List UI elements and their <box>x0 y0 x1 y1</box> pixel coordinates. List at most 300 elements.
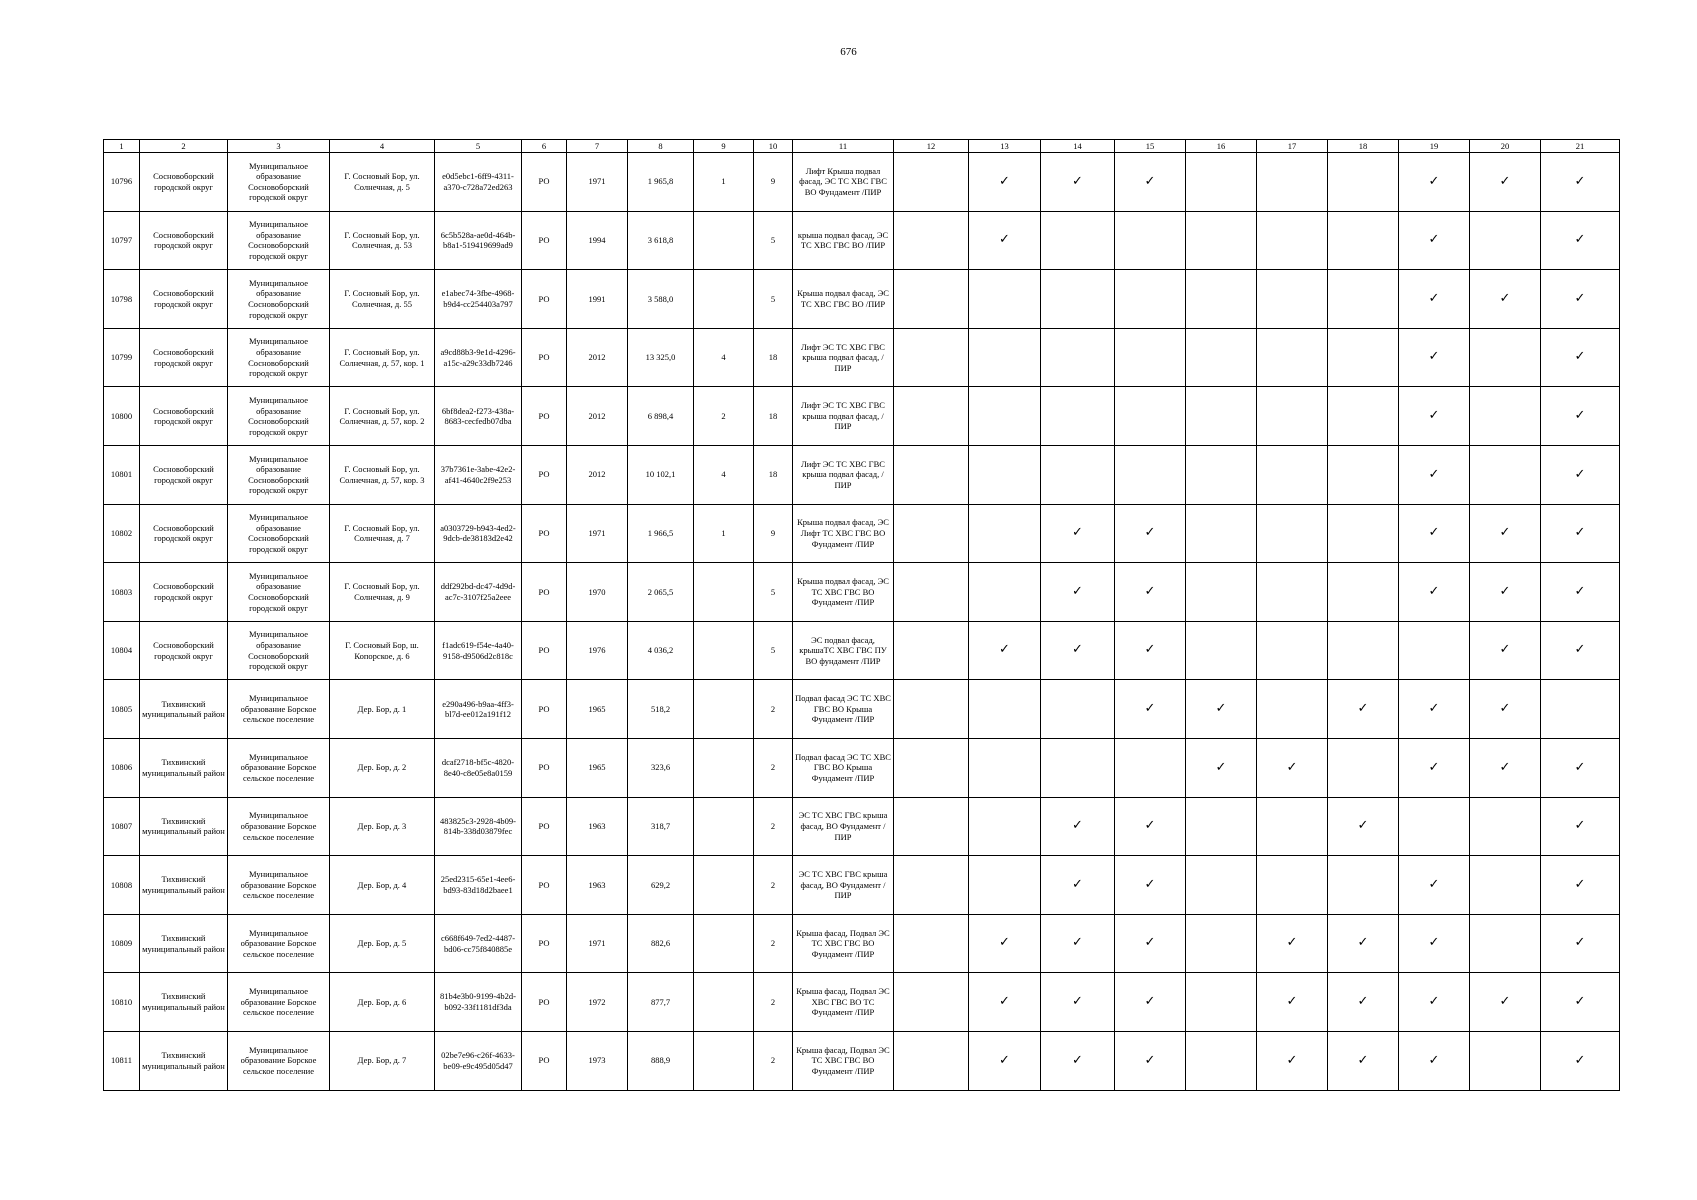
column-9-cell <box>694 270 754 329</box>
table-row <box>104 973 1620 1032</box>
row-number-cell: 10805 <box>104 680 140 739</box>
check-cell-col-21 <box>1541 328 1620 387</box>
check-cell-col-17 <box>1257 563 1328 622</box>
area-cell: 888,9 <box>628 1031 694 1090</box>
checkmark-icon: ✓ <box>1574 349 1586 365</box>
check-cell-col-14 <box>1041 387 1115 446</box>
check-cell-col-15 <box>1115 914 1186 973</box>
check-cell-col-13 <box>969 445 1041 504</box>
check-cell-col-17 <box>1257 621 1328 680</box>
district-cell: Тихвинский муниципальный район <box>140 856 228 915</box>
district-cell: Сосновоборский городской округ <box>140 328 228 387</box>
check-cell-col-13 <box>969 621 1041 680</box>
check-cell-col-16 <box>1186 328 1257 387</box>
district-cell: Тихвинский муниципальный район <box>140 797 228 856</box>
column-number-18: 18 <box>1328 140 1399 153</box>
year-cell: 1963 <box>567 797 628 856</box>
area-cell: 882,6 <box>628 914 694 973</box>
check-cell-col-14 <box>1041 270 1115 329</box>
checkmark-icon: ✓ <box>1428 466 1440 482</box>
column-10-cell: 18 <box>754 328 793 387</box>
type-cell: РО <box>522 914 567 973</box>
column-12-cell <box>894 680 969 739</box>
column-12-cell <box>894 504 969 563</box>
check-cell-col-14 <box>1041 211 1115 270</box>
check-cell-col-21 <box>1541 445 1620 504</box>
check-cell-col-17 <box>1257 680 1328 739</box>
column-10-cell: 9 <box>754 153 793 212</box>
area-cell: 318,7 <box>628 797 694 856</box>
checkmark-icon: ✓ <box>999 642 1010 658</box>
check-cell-col-20 <box>1470 445 1541 504</box>
check-cell-col-17 <box>1257 914 1328 973</box>
area-cell: 3 588,0 <box>628 270 694 329</box>
check-cell-col-21 <box>1541 387 1620 446</box>
check-cell-col-17 <box>1257 856 1328 915</box>
check-cell-col-14 <box>1041 856 1115 915</box>
guid-cell: c668f649-7ed2-4487-bd06-cc75f840885e <box>435 914 522 973</box>
check-cell-col-15 <box>1115 738 1186 797</box>
checkmark-icon: ✓ <box>1499 290 1511 306</box>
table-row <box>104 797 1620 856</box>
column-number-21: 21 <box>1541 140 1620 153</box>
check-cell-col-14 <box>1041 738 1115 797</box>
check-cell-col-15 <box>1115 445 1186 504</box>
works-list-cell: Лифт ЭС ТС ХВС ГВС крыша подвал фасад, /ПИР <box>793 387 894 446</box>
column-number-10: 10 <box>754 140 793 153</box>
column-number-11: 11 <box>793 140 894 153</box>
check-cell-col-15 <box>1115 328 1186 387</box>
checkmark-icon: ✓ <box>1574 173 1586 189</box>
checkmark-icon: ✓ <box>1286 935 1298 951</box>
check-cell-col-13 <box>969 328 1041 387</box>
works-list-cell: Крыша подвал фасад, ЭС Лифт ТС ХВС ГВС ВО Фундамент /ПИР <box>793 504 894 563</box>
address-cell: Г. Сосновый Бор, ул. Солнечная, д. 57, кор. 3 <box>330 445 435 504</box>
guid-cell: 6bf8dea2-f273-438a-8683-cecfedb07dba <box>435 387 522 446</box>
row-number-cell: 10796 <box>104 153 140 212</box>
check-cell-col-15 <box>1115 621 1186 680</box>
municipality-cell: Муниципальное образование Сосновоборский городской округ <box>228 270 330 329</box>
check-cell-col-19 <box>1399 973 1470 1032</box>
checkmark-icon: ✓ <box>1144 525 1156 541</box>
table-row <box>104 504 1620 563</box>
guid-cell: dcaf2718-bf5c-4820-8e40-c8e05e8a0159 <box>435 738 522 797</box>
column-10-cell: 9 <box>754 504 793 563</box>
checkmark-icon: ✓ <box>1428 349 1440 365</box>
check-cell-col-19 <box>1399 621 1470 680</box>
municipality-cell: Муниципальное образование Борское сельское поселение <box>228 797 330 856</box>
column-9-cell <box>694 856 754 915</box>
checkmark-icon: ✓ <box>1574 290 1586 306</box>
address-cell: Г. Сосновый Бор, ул. Солнечная, д. 5 <box>330 153 435 212</box>
check-cell-col-21 <box>1541 797 1620 856</box>
column-9-cell: 1 <box>694 153 754 212</box>
check-cell-col-18 <box>1328 1031 1399 1090</box>
column-9-cell: 4 <box>694 328 754 387</box>
table-row <box>104 738 1620 797</box>
checkmark-icon: ✓ <box>1574 466 1586 482</box>
municipality-cell: Муниципальное образование Сосновоборский городской округ <box>228 153 330 212</box>
checkmark-icon: ✓ <box>1144 701 1156 717</box>
checkmark-icon: ✓ <box>999 993 1010 1009</box>
table-row <box>104 387 1620 446</box>
checkmark-icon: ✓ <box>1428 173 1440 189</box>
checkmark-icon: ✓ <box>1072 173 1083 189</box>
checkmark-icon: ✓ <box>1428 290 1440 306</box>
year-cell: 1971 <box>567 153 628 212</box>
column-10-cell: 5 <box>754 563 793 622</box>
column-10-cell: 5 <box>754 211 793 270</box>
type-cell: РО <box>522 504 567 563</box>
checkmark-icon: ✓ <box>1574 759 1586 775</box>
column-12-cell <box>894 153 969 212</box>
column-number-8: 8 <box>628 140 694 153</box>
guid-cell: 25ed2315-65e1-4ee6-bd93-83d18d2baee1 <box>435 856 522 915</box>
row-number-cell: 10808 <box>104 856 140 915</box>
municipality-cell: Муниципальное образование Сосновоборский городской округ <box>228 211 330 270</box>
check-cell-col-18 <box>1328 856 1399 915</box>
works-list-cell: Подвал фасад ЭС ТС ХВС ГВС ВО Крыша Фундамент /ПИР <box>793 680 894 739</box>
check-cell-col-17 <box>1257 504 1328 563</box>
check-cell-col-21 <box>1541 563 1620 622</box>
check-cell-col-13 <box>969 504 1041 563</box>
column-9-cell <box>694 621 754 680</box>
type-cell: РО <box>522 856 567 915</box>
area-cell: 4 036,2 <box>628 621 694 680</box>
checkmark-icon: ✓ <box>1574 876 1586 892</box>
checkmark-icon: ✓ <box>999 935 1010 951</box>
check-cell-col-16 <box>1186 856 1257 915</box>
column-number-20: 20 <box>1470 140 1541 153</box>
district-cell: Сосновоборский городской округ <box>140 563 228 622</box>
column-10-cell: 2 <box>754 914 793 973</box>
check-cell-col-15 <box>1115 153 1186 212</box>
column-12-cell <box>894 797 969 856</box>
checkmark-icon: ✓ <box>1286 1052 1298 1068</box>
checkmark-icon: ✓ <box>999 232 1010 248</box>
type-cell: РО <box>522 797 567 856</box>
column-9-cell: 2 <box>694 387 754 446</box>
check-cell-col-13 <box>969 211 1041 270</box>
checkmark-icon: ✓ <box>1499 993 1511 1009</box>
column-12-cell <box>894 328 969 387</box>
check-cell-col-19 <box>1399 797 1470 856</box>
checkmark-icon: ✓ <box>1357 993 1369 1009</box>
district-cell: Тихвинский муниципальный район <box>140 973 228 1032</box>
works-list-cell: Крыша подвал фасад, ЭС ТС ХВС ГВС ВО /ПИР <box>793 270 894 329</box>
checkmark-icon: ✓ <box>1144 1052 1156 1068</box>
check-cell-col-17 <box>1257 1031 1328 1090</box>
checkmark-icon: ✓ <box>1574 818 1586 834</box>
checkmark-icon: ✓ <box>1499 173 1511 189</box>
column-12-cell <box>894 621 969 680</box>
checkmark-icon: ✓ <box>1428 408 1440 424</box>
column-9-cell <box>694 211 754 270</box>
checkmark-icon: ✓ <box>1428 759 1440 775</box>
check-cell-col-18 <box>1328 914 1399 973</box>
row-number-cell: 10800 <box>104 387 140 446</box>
address-cell: Дер. Бор, д. 1 <box>330 680 435 739</box>
check-cell-col-21 <box>1541 914 1620 973</box>
check-cell-col-14 <box>1041 797 1115 856</box>
table-row <box>104 211 1620 270</box>
column-12-cell <box>894 563 969 622</box>
column-9-cell <box>694 797 754 856</box>
checkmark-icon: ✓ <box>1144 993 1156 1009</box>
checkmark-icon: ✓ <box>1357 1052 1369 1068</box>
check-cell-col-15 <box>1115 504 1186 563</box>
check-cell-col-14 <box>1041 914 1115 973</box>
guid-cell: e0d5ebc1-6ff9-4311-a370-c728a72ed263 <box>435 153 522 212</box>
column-10-cell: 18 <box>754 387 793 446</box>
column-number-4: 4 <box>330 140 435 153</box>
column-12-cell <box>894 445 969 504</box>
checkmark-icon: ✓ <box>1072 1052 1083 1068</box>
check-cell-col-15 <box>1115 973 1186 1032</box>
table-row <box>104 328 1620 387</box>
type-cell: РО <box>522 211 567 270</box>
check-cell-col-15 <box>1115 270 1186 329</box>
address-cell: Г. Сосновый Бор, ш. Копорское, д. 6 <box>330 621 435 680</box>
check-cell-col-16 <box>1186 621 1257 680</box>
year-cell: 1972 <box>567 973 628 1032</box>
check-cell-col-20 <box>1470 914 1541 973</box>
type-cell: РО <box>522 153 567 212</box>
check-cell-col-20 <box>1470 680 1541 739</box>
check-cell-col-20 <box>1470 211 1541 270</box>
district-cell: Тихвинский муниципальный район <box>140 680 228 739</box>
check-cell-col-18 <box>1328 153 1399 212</box>
column-number-6: 6 <box>522 140 567 153</box>
column-number-1: 1 <box>104 140 140 153</box>
checkmark-icon: ✓ <box>1144 173 1156 189</box>
row-number-cell: 10801 <box>104 445 140 504</box>
check-cell-col-16 <box>1186 738 1257 797</box>
district-cell: Сосновоборский городской округ <box>140 387 228 446</box>
column-9-cell <box>694 563 754 622</box>
year-cell: 1976 <box>567 621 628 680</box>
check-cell-col-20 <box>1470 797 1541 856</box>
table-row <box>104 445 1620 504</box>
table-body <box>104 153 1620 1091</box>
municipality-cell: Муниципальное образование Борское сельское поселение <box>228 914 330 973</box>
district-cell: Сосновоборский городской округ <box>140 211 228 270</box>
row-number-cell: 10804 <box>104 621 140 680</box>
column-9-cell <box>694 914 754 973</box>
guid-cell: 483825c3-2928-4b09-814b-338d03879fec <box>435 797 522 856</box>
check-cell-col-16 <box>1186 563 1257 622</box>
works-list-cell: ЭС ТС ХВС ГВС крыша фасад, ВО Фундамент /ПИР <box>793 856 894 915</box>
checkmark-icon: ✓ <box>1072 935 1083 951</box>
works-list-cell: Крыша фасад, Подвал ЭС ХВС ГВС ВО ТС Фундамент /ПИР <box>793 973 894 1032</box>
check-cell-col-14 <box>1041 445 1115 504</box>
area-cell: 1 966,5 <box>628 504 694 563</box>
municipality-cell: Муниципальное образование Борское сельское поселение <box>228 856 330 915</box>
check-cell-col-21 <box>1541 973 1620 1032</box>
check-cell-col-16 <box>1186 153 1257 212</box>
check-cell-col-20 <box>1470 738 1541 797</box>
year-cell: 1965 <box>567 738 628 797</box>
check-cell-col-15 <box>1115 856 1186 915</box>
check-cell-col-18 <box>1328 738 1399 797</box>
checkmark-icon: ✓ <box>1144 642 1156 658</box>
checkmark-icon: ✓ <box>1072 642 1083 658</box>
guid-cell: e290a496-b9aa-4ff3-bl7d-ee012a191f12 <box>435 680 522 739</box>
column-number-16: 16 <box>1186 140 1257 153</box>
check-cell-col-13 <box>969 856 1041 915</box>
check-cell-col-17 <box>1257 797 1328 856</box>
type-cell: РО <box>522 387 567 446</box>
column-number-15: 15 <box>1115 140 1186 153</box>
year-cell: 1971 <box>567 504 628 563</box>
checkmark-icon: ✓ <box>1428 1052 1440 1068</box>
check-cell-col-13 <box>969 738 1041 797</box>
row-number-cell: 10799 <box>104 328 140 387</box>
checkmark-icon: ✓ <box>1428 232 1440 248</box>
checkmark-icon: ✓ <box>1144 583 1156 599</box>
check-cell-col-15 <box>1115 211 1186 270</box>
address-cell: Г. Сосновый Бор, ул. Солнечная, д. 57, кор. 1 <box>330 328 435 387</box>
check-cell-col-14 <box>1041 328 1115 387</box>
municipality-cell: Муниципальное образование Сосновоборский городской округ <box>228 328 330 387</box>
checkmark-icon: ✓ <box>1428 876 1440 892</box>
works-list-cell: Лифт ЭС ТС ХВС ГВС крыша подвал фасад, /ПИР <box>793 445 894 504</box>
check-cell-col-17 <box>1257 328 1328 387</box>
column-number-3: 3 <box>228 140 330 153</box>
column-10-cell: 2 <box>754 1031 793 1090</box>
check-cell-col-21 <box>1541 680 1620 739</box>
column-10-cell: 5 <box>754 621 793 680</box>
check-cell-col-14 <box>1041 680 1115 739</box>
column-9-cell <box>694 680 754 739</box>
checkmark-icon: ✓ <box>1357 701 1369 717</box>
year-cell: 1963 <box>567 856 628 915</box>
checkmark-icon: ✓ <box>1072 583 1083 599</box>
register-table <box>103 139 1620 1091</box>
check-cell-col-18 <box>1328 680 1399 739</box>
check-cell-col-19 <box>1399 1031 1470 1090</box>
check-cell-col-20 <box>1470 504 1541 563</box>
checkmark-icon: ✓ <box>1499 525 1511 541</box>
check-cell-col-16 <box>1186 1031 1257 1090</box>
row-number-cell: 10811 <box>104 1031 140 1090</box>
table-row <box>104 153 1620 212</box>
works-list-cell: ЭС ТС ХВС ГВС крыша фасад, ВО Фундамент /ПИР <box>793 797 894 856</box>
type-cell: РО <box>522 621 567 680</box>
check-cell-col-19 <box>1399 563 1470 622</box>
address-cell: Дер. Бор, д. 6 <box>330 973 435 1032</box>
works-list-cell: Крыша фасад, Подвал ЭС ТС ХВС ГВС ВО Фундамент /ПИР <box>793 1031 894 1090</box>
column-number-5: 5 <box>435 140 522 153</box>
check-cell-col-18 <box>1328 973 1399 1032</box>
check-cell-col-17 <box>1257 211 1328 270</box>
column-number-2: 2 <box>140 140 228 153</box>
checkmark-icon: ✓ <box>1574 408 1586 424</box>
check-cell-col-17 <box>1257 153 1328 212</box>
check-cell-col-21 <box>1541 738 1620 797</box>
check-cell-col-14 <box>1041 621 1115 680</box>
check-cell-col-16 <box>1186 211 1257 270</box>
column-10-cell: 2 <box>754 973 793 1032</box>
column-12-cell <box>894 1031 969 1090</box>
area-cell: 518,2 <box>628 680 694 739</box>
type-cell: РО <box>522 1031 567 1090</box>
check-cell-col-21 <box>1541 270 1620 329</box>
row-number-cell: 10807 <box>104 797 140 856</box>
area-cell: 3 618,8 <box>628 211 694 270</box>
column-number-17: 17 <box>1257 140 1328 153</box>
check-cell-col-15 <box>1115 1031 1186 1090</box>
type-cell: РО <box>522 563 567 622</box>
area-cell: 323,6 <box>628 738 694 797</box>
municipality-cell: Муниципальное образование Сосновоборский городской округ <box>228 445 330 504</box>
check-cell-col-20 <box>1470 856 1541 915</box>
page-number: 676 <box>840 46 857 58</box>
district-cell: Сосновоборский городской округ <box>140 621 228 680</box>
area-cell: 877,7 <box>628 973 694 1032</box>
check-cell-col-16 <box>1186 270 1257 329</box>
check-cell-col-19 <box>1399 387 1470 446</box>
checkmark-icon: ✓ <box>1574 642 1586 658</box>
checkmark-icon: ✓ <box>1574 583 1586 599</box>
municipality-cell: Муниципальное образование Сосновоборский городской округ <box>228 387 330 446</box>
column-12-cell <box>894 270 969 329</box>
check-cell-col-13 <box>969 270 1041 329</box>
guid-cell: 02be7e96-c26f-4633-be09-e9c495d05d47 <box>435 1031 522 1090</box>
check-cell-col-17 <box>1257 973 1328 1032</box>
guid-cell: 6c5b528a-ae0d-464b-b8a1-519419699ad9 <box>435 211 522 270</box>
check-cell-col-13 <box>969 563 1041 622</box>
district-cell: Сосновоборский городской округ <box>140 153 228 212</box>
check-cell-col-13 <box>969 797 1041 856</box>
checkmark-icon: ✓ <box>999 173 1010 189</box>
check-cell-col-15 <box>1115 797 1186 856</box>
check-cell-col-19 <box>1399 856 1470 915</box>
checkmark-icon: ✓ <box>1357 818 1369 834</box>
checkmark-icon: ✓ <box>1499 583 1511 599</box>
column-12-cell <box>894 738 969 797</box>
check-cell-col-21 <box>1541 211 1620 270</box>
check-cell-col-15 <box>1115 680 1186 739</box>
check-cell-col-20 <box>1470 153 1541 212</box>
works-list-cell: Крыша фасад, Подвал ЭС ТС ХВС ГВС ВО Фундамент /ПИР <box>793 914 894 973</box>
column-9-cell <box>694 1031 754 1090</box>
district-cell: Тихвинский муниципальный район <box>140 738 228 797</box>
check-cell-col-16 <box>1186 797 1257 856</box>
check-cell-col-15 <box>1115 563 1186 622</box>
type-cell: РО <box>522 270 567 329</box>
checkmark-icon: ✓ <box>1574 525 1586 541</box>
checkmark-icon: ✓ <box>1428 583 1440 599</box>
check-cell-col-14 <box>1041 504 1115 563</box>
checkmark-icon: ✓ <box>1144 818 1156 834</box>
check-cell-col-20 <box>1470 973 1541 1032</box>
checkmark-icon: ✓ <box>1215 759 1227 775</box>
column-12-cell <box>894 211 969 270</box>
year-cell: 2012 <box>567 328 628 387</box>
column-10-cell: 5 <box>754 270 793 329</box>
checkmark-icon: ✓ <box>1428 701 1440 717</box>
check-cell-col-16 <box>1186 973 1257 1032</box>
address-cell: Дер. Бор, д. 3 <box>330 797 435 856</box>
municipality-cell: Муниципальное образование Борское сельское поселение <box>228 680 330 739</box>
check-cell-col-17 <box>1257 738 1328 797</box>
checkmark-icon: ✓ <box>1072 818 1083 834</box>
checkmark-icon: ✓ <box>1072 993 1083 1009</box>
check-cell-col-16 <box>1186 387 1257 446</box>
municipality-cell: Муниципальное образование Борское сельское поселение <box>228 973 330 1032</box>
row-number-cell: 10809 <box>104 914 140 973</box>
